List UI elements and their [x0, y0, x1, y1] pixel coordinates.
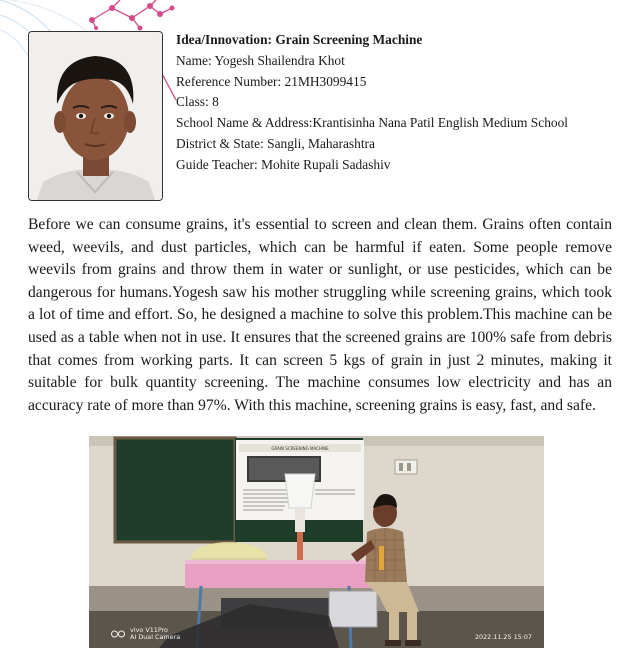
guide-teacher: Guide Teacher: Mohite Rupali Sadashiv	[176, 156, 391, 172]
poster-title: GRAIN SCREENING MACHINE	[271, 446, 329, 451]
district-state: District & State: Sangli, Maharashtra	[176, 135, 375, 151]
student-class: Class: 8	[176, 94, 219, 110]
camera-watermark	[111, 627, 180, 641]
profile-details	[176, 30, 568, 176]
photo-timestamp: 2022.11.25 15:07	[474, 633, 532, 641]
innovation-description: Before we can consume grains, it's essential to screen and clean them. Grains often contain weed, weevils, and dust particles, which can be harmful if eaten. Some people remove weevils from grains and throw them in water or sunlight, or use pesticides, which can be dangerous for humans.Yogesh saw his mother struggling while screening grains, which took a lot of time and effort. So, he designed a machine to solve this problem.This machine can be used as a table when not in use. It ensures that the screened grains are 100% safe from debris that comes from working parts. It can screen 5 kgs of grain in just 2 minutes, making it suitable for bulk quantity screening. The machine consumes low electricity and has an accuracy rate of more than 97%. With this machine, screening grains is easy, fast, and safe.	[28, 216, 612, 414]
camera-icon	[111, 630, 125, 638]
school-name-address: School Name & Address:Krantisinha Nana Patil English Medium School	[176, 115, 569, 131]
student-name: Name: Yogesh Shailendra Khot	[176, 52, 345, 68]
camera-type: AI Dual Camera	[130, 633, 181, 641]
student-portrait	[28, 31, 163, 201]
reference-number: Reference Number: 21MH3099415	[176, 73, 367, 89]
machine-photo	[89, 436, 544, 648]
camera-model: vivo V11Pro	[130, 626, 168, 634]
innovation-title: Idea/Innovation: Grain Screening Machine	[176, 32, 423, 47]
